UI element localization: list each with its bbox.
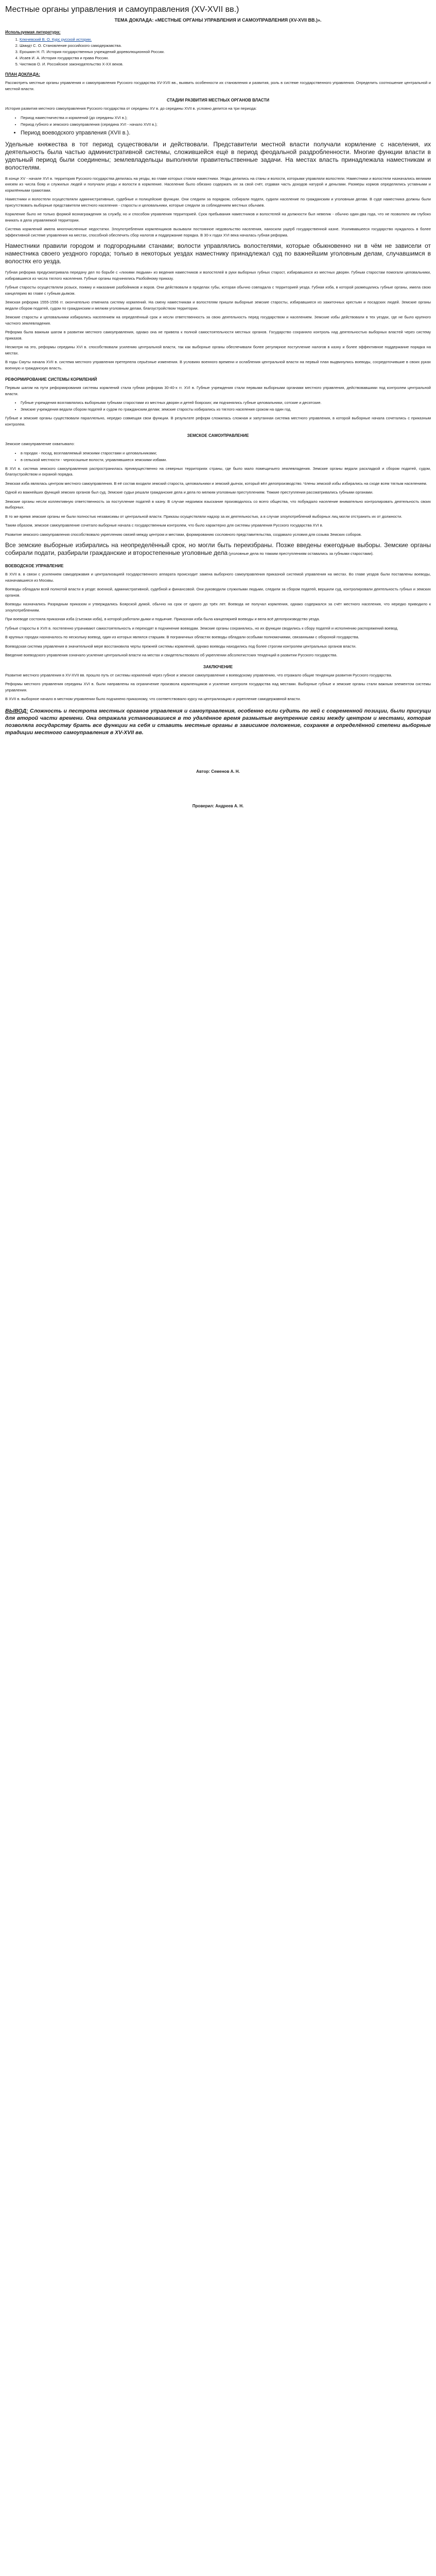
paragraph: Земские старосты и целовальники избирались населением на определённый срок и несли ответственность за свою деятельность перед государством и населением. Земские избы действовали в тех уездах, где не было крупного частного землевладения. [5,315,431,326]
literature-item: 4. Исаев И. А. История государства и права России. [20,55,431,61]
paragraph: Земская реформа 1555-1556 гг. окончательно отменила систему кормлений. На смену наместникам и волостелям пришли выборные земские старосты, избиравшиеся из зажиточных крестьян и посадских людей. Земские органы ведали сбором податей, судом по гражданским и мелким уголовным делам, благоустройством территории. [5,300,431,311]
section-heading-voevoda: ВОЕВОДСКОЕ УПРАВЛЕНИЕ [5,564,64,568]
paragraph: Система кормлений имела многочисленные недостатки. Злоупотребления кормленщиков вызывали постоянное недовольство населения, наносили ущерб государственной казне. Усиливавшееся государство нуждалось в более эффективной системе управления на местах, способной обеспечить сбор налогов и поддержание порядка. В 30-х годах XVI века началась губная реформа. [5,227,431,238]
literature-item: 2. Шмидт С. О. Становление российского самодержавства. [20,43,431,48]
page-title: Местные органы управления и самоуправления (XV-XVII вв.) [5,5,239,14]
paragraph: Земская изба являлась центром местного самоуправления. В её состав входили земский староста, целовальники и земский дьячок, который вёл делопроизводство. Члены земской избы избирались на сходе всем тяглым населением. [5,481,427,486]
paragraph: Реформы местного управления середины XVI в. были направлены на ограничение произвола кормленщиков и усиление контроля государства над местами. Выборные губные и земские органы стали важным элементом системы управления. [5,682,431,692]
report-topic: ТЕМА ДОКЛАДА: «МЕСТНЫЕ ОРГАНЫ УПРАВЛЕНИЯ И САМОУПРАВЛЕНИЯ (XV-XVII ВВ.)». [114,18,322,23]
paragraph: Таким образом, земское самоуправление сочетало выборные начала с государственным контролем, что было характерно для системы управления Русского государства XVI в. [5,523,323,528]
zemstvo-item: • в сельской местности - черносошные волости, управлявшиеся земскими избами. [21,457,431,463]
paragraph: В XVII в. выборное начало в местном управлении было подчинено приказному, что соответствовало курсу на централизацию и укрепление самодержавной власти. [5,697,301,701]
conclusion-label: ВЫВОД: [5,707,28,714]
paragraph: В конце XV - начале XVI в. территория Русского государства делилась на уезды, во главе которых стояли наместники. Уезды делились на станы и волости, которыми управляли волостели. Наместники и волостели назначались великим князем из числа бояр и служилых людей и получали уезды и волости в кормление. Население было обязано содержать их за свой счёт, отдавая часть доходов натурой и деньгами. Размеры кормов определялись уставными и кормлёнными грамотами. [5,176,431,193]
plan-label: ПЛАН ДОКЛАДА: [5,72,40,77]
stages-intro: История развития местного самоуправления Русского государства от середины XV в. до середины XVII в. условно делится на три периода: [5,106,257,111]
paragraph: В XVI в. система земского самоуправления распространилась преимущественно на северных территориях страны, где было мало помещичьего землевладения. Земские органы ведали раскладкой и сбором податей, судом, благоустройством и охраной порядка. [5,466,431,477]
conclusion-paragraph [5,707,431,736]
paragraph: Воеводы назначались Разрядным приказом и утверждались Боярской думой, обычно на срок от одного до трёх лет. Воевода не получал кормления, однако содержался за счёт местного населения, что нередко приводило к злоупотреблениям. [5,602,431,613]
paragraph: Губные старосты в XVII в. постепенно утрачивают самостоятельность и переходят в подчинение воеводам. Земские органы сохранялись, но их функции сводились к сбору податей и исполнению распоряжений воевод. [5,625,398,631]
literature-link[interactable]: Ключевский В. О. Курс русской истории. [20,37,92,42]
paragraph: Губные и земские органы существовали параллельно, нередко совмещая свои функции. В результате реформ сложилась сложная и запутанная система местного управления, в которой выборные начала сочетались с приказным контролем. [5,416,431,427]
paragraph: Развитие местного управления в XV-XVII вв. прошло путь от системы кормлений через губное и земское самоуправление к воеводскому управлению, что отражало общие тенденции развития Русского государства. [5,672,392,677]
paragraph: В годы Смуты начала XVII в. система местного управления претерпела серьёзные изменения. В условиях военного времени и ослабления центральной власти на первый план выдвинулись воеводы, сосредоточившие в своих руках военную и гражданскую власть. [5,360,431,370]
literature-label: Используемая литература: [5,30,61,35]
paragraph: Кормление было не только формой вознаграждения за службу, но и способом управления территорией. Срок пребывания наместников и волостелей на должности был невелик - обычно один-два года, что не позволяло им глубоко вникать в дела управляемой территории. [5,212,431,223]
author-signature: Автор: Семенов А. Н. [196,769,240,774]
paragraph: Губные старосты осуществляли розыск, поимку и наказание разбойников и воров. Они действовали в пределах губы, которая обычно совпадала с территорией уезда. Губная изба, в которой размещались губные органы, имела свою канцелярию во главе с губным дьяком. [5,285,431,296]
paragraph: Воеводы обладали всей полнотой власти в уезде: военной, административной, судебной и финансовой. Они руководили служилыми людьми, следили за сбором податей, вершили суд, контролировали деятельность губных и земских органов. [5,587,431,598]
highlight-text: Все земские выборные избирались на неопределённый срок, но могли быть переизбраны. Позже введены ежегодные выборы. Земские органы собирали подати, разбирали гражданские и второстепенные уголовные дела [5,541,431,556]
paragraph: Развитие земского самоуправления способствовало укреплению связей между центром и местами, формированию сословного представительства, создавало условия для созыва Земских соборов. [5,532,362,537]
paragraph: Введение воеводского управления означало усиление центральной власти на местах и свидетельствовало об укреплении абсолютистских тенденций в развитии Русского государства. [5,653,338,657]
literature-item: 3. Ерошкин Н. П. История государственных учреждений дореволюционной России. [20,49,431,55]
section-heading-conclusion: ЗАКЛЮЧЕНИЕ [203,664,233,669]
reform-list [21,400,431,412]
section-heading-zemstvo: ЗЕМСКОЕ САМОУПРАВЛЕНИЕ [187,433,249,438]
stages-list [21,115,431,127]
paragraph: В крупных городах назначалось по нескольку воевод, один из которых являлся старшим. В пограничных областях воеводы обладали особыми полномочиями, связанными с обороной государства. [5,635,359,639]
paragraph: Воеводская система управления в значительной мере восстановила черты прежней системы кормлений, однако воеводы находились под более строгим контролем центральных органов власти. [5,643,357,649]
highlight-paragraph-1: Удельные княжества в тот период существовали и действовали. Представители местной власти получали кормление с населения, их деятельность была частью административной системы, сложившейся ещё в период феодальной раздробленности. Многие функции власти в удельный период были соединены; землевладельцы выполняли правительственные задачи. На местах власть принадлежала наместникам и волостелям. [5,140,431,171]
zemstvo-intro: Земское самоуправление охватывало: [5,442,75,446]
paragraph: В то же время земские органы не были полностью независимы от центральной власти. Приказы осуществляли надзор за их деятельностью, а в случае злоупотреблений выборных лиц могли отстранить их от должности. [5,514,403,519]
conclusion-text: Сложность и пестрота местных органов управления и самоуправления, особенно если судить по ней с современной позиции, были присущи для второй части времени. Она отражала установившиеся в то удалённое время размытые внутренние связи между центром и местами, которая позволяла государству брать все функции на себя и ставить местные органы в зависимое положение, сохраняя в определённой степени выборные традиции местного самоуправления в XV-XVII вв. [5,707,431,736]
intro-paragraph: Рассмотреть местные органы управления и самоуправления Русского государства XV-XVII вв., выявить особенности их становления и развития, роль в системе государственного управления. Определить соотношение центральной и местной власти. [5,80,431,91]
paragraph: При воеводе состояла приказная изба (съезжая изба), в которой работали дьяки и подьячие. Приказная изба была канцелярией воеводы и вела всё делопроизводство уезда. [5,617,320,621]
highlight-tail: (уголовные дела по тяжким преступлениям оставались за губными старостами). [228,551,374,556]
literature-item: 5. Чистяков О. И. Российское законодательство X-XX веков. [20,61,431,67]
stage-item: • Период губного и земского самоуправления (середина XVI - начало XVII в.); [21,122,431,127]
paragraph: Наместники и волостели осуществляли административные, судебные и полицейские функции. Они следили за порядком, собирали подати, судили население по гражданским и уголовным делам. В суде наместника должны были присутствовать выборные представители местного населения - старосты и целовальники, которые следили за соблюдением местных обычаев. [5,197,431,208]
zemstvo-list [21,450,431,463]
zemstvo-item: • в городах - посад, возглавляемый земскими старостами и целовальниками; [21,450,431,456]
literature-list [12,37,431,67]
reform-item: • Земские учреждения ведали сбором податей и судом по гражданским делам; земские старосты избирались из тяглого населения сроком на один год. [21,406,431,412]
stage-item: • Период наместничества и кормлений (до середины XVI в.); [21,115,431,121]
paragraph: В XVII в. в связи с усилением самодержавия и централизацией государственного аппарата происходит замена выборного самоуправления приказной системой управления на местах. Во главе уездов были поставлены воеводы, назначавшиеся из Москвы. [5,572,431,583]
paragraph: Одной из важнейших функций земских органов был суд. Земские судьи решали гражданские дела и дела по мелким уголовным преступлениям. Тяжкие преступления рассматривались губными органами. [5,490,374,495]
stages-list-large [21,129,431,137]
reform-item: • Губные учреждения возглавлялись выборными губными старостами из местных дворян и детей боярских; им подчинялись губные целовальники, сотские и десятские. [21,400,431,405]
section-heading-reform: РЕФОРМИРОВАНИЕ СИСТЕМЫ КОРМЛЕНИЙ [5,377,97,382]
paragraph: Земские органы несли коллективную ответственность за поступление податей в казну. В случае недоимок взыскание производилось со всего общества, что побуждало население внимательно контролировать деятельность своих выборных. [5,499,431,510]
paragraph: Реформа была важным шагом в развитии местного самоуправления, однако она не привела к полной самостоятельности местных органов. Государство сохраняло контроль над деятельностью выборных властей через систему приказов. [5,330,431,341]
checker-signature: Проверил: Андреев А. Н. [192,803,244,808]
stage-item: • Период воеводского управления (XVII в.). [21,129,431,137]
highlight-paragraph-3 [5,541,431,557]
highlight-paragraph-2: Наместники правили городом и подгородными станами; волости управлялись волостелями, которые обыкновенно ни в чём не зависели от наместника своего уездного города; только в некоторых уездах наместнику принадлежал суд по важнейшим уголовным делам, случавшимся в волостях его уезда. [5,242,431,265]
paragraph: Несмотря на это, реформы середины XVI в. способствовали усилению центральной власти, так как выборные органы обеспечивали более регулярное поступление налогов в казну и более эффективное поддержание порядка на местах. [5,345,431,355]
literature-item[interactable] [20,37,431,42]
paragraph: Первым шагом на пути реформирования системы кормлений стала губная реформа 30-40-х гг. XVI в. Губные учреждения стали первыми выборными органами местного управления, действовавшими под контролем центральной власти. [5,385,431,396]
section-heading-stages: СТАДИИ РАЗВИТИЯ МЕСТНЫХ ОРГАНОВ ВЛАСТИ [167,98,269,103]
paragraph: Губная реформа предусматривала передачу дел по борьбе с «лихими людьми» из ведения наместников и волостелей в руки выборных губных старост, избиравшихся из местных дворян. Губным старостам помогали целовальники, избиравшиеся из числа тяглого населения. Губные органы подчинялись Разбойному приказу. [5,270,431,281]
